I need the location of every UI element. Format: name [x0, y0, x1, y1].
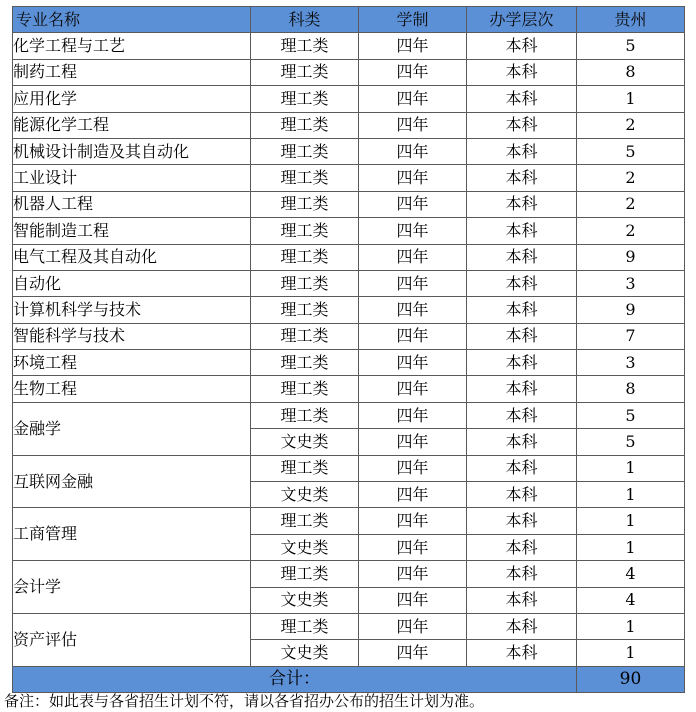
count-cell: 5	[577, 33, 685, 59]
level-cell: 本科	[467, 350, 577, 376]
duration-cell: 四年	[359, 613, 467, 639]
level-cell: 本科	[467, 534, 577, 560]
major-cell: 电气工程及其自动化	[13, 244, 251, 270]
table-row	[13, 350, 685, 376]
duration-cell: 四年	[359, 376, 467, 402]
duration-cell: 四年	[359, 323, 467, 349]
major-cell: 资产评估	[13, 613, 251, 666]
count-cell: 1	[577, 640, 685, 666]
category-cell: 理工类	[251, 138, 359, 164]
category-cell: 理工类	[251, 191, 359, 217]
major-cell: 能源化学工程	[13, 112, 251, 138]
level-cell: 本科	[467, 613, 577, 639]
table-row	[13, 376, 685, 402]
count-cell: 1	[577, 508, 685, 534]
category-cell: 理工类	[251, 270, 359, 296]
level-cell: 本科	[467, 482, 577, 508]
duration-cell: 四年	[359, 270, 467, 296]
count-cell: 9	[577, 297, 685, 323]
duration-cell: 四年	[359, 482, 467, 508]
count-cell: 5	[577, 402, 685, 428]
major-cell: 机器人工程	[13, 191, 251, 217]
total-row	[13, 666, 685, 692]
major-cell: 工商管理	[13, 508, 251, 561]
duration-cell: 四年	[359, 561, 467, 587]
category-cell: 理工类	[251, 323, 359, 349]
major-cell: 制药工程	[13, 59, 251, 85]
count-cell: 8	[577, 59, 685, 85]
count-cell: 4	[577, 587, 685, 613]
level-cell: 本科	[467, 112, 577, 138]
header-duration: 学制	[359, 7, 467, 33]
level-cell: 本科	[467, 376, 577, 402]
level-cell: 本科	[467, 270, 577, 296]
total-value: 90	[577, 666, 685, 692]
duration-cell: 四年	[359, 640, 467, 666]
category-cell: 理工类	[251, 402, 359, 428]
duration-cell: 四年	[359, 402, 467, 428]
table-row	[13, 297, 685, 323]
level-cell: 本科	[467, 561, 577, 587]
category-cell: 理工类	[251, 297, 359, 323]
count-cell: 1	[577, 534, 685, 560]
count-cell: 2	[577, 112, 685, 138]
count-cell: 3	[577, 350, 685, 376]
header-region: 贵州	[577, 7, 685, 33]
level-cell: 本科	[467, 218, 577, 244]
major-cell: 应用化学	[13, 86, 251, 112]
major-cell: 智能科学与技术	[13, 323, 251, 349]
category-cell: 文史类	[251, 482, 359, 508]
category-cell: 理工类	[251, 112, 359, 138]
level-cell: 本科	[467, 191, 577, 217]
table-row	[13, 165, 685, 191]
table-row	[13, 138, 685, 164]
category-cell: 理工类	[251, 561, 359, 587]
count-cell: 5	[577, 138, 685, 164]
level-cell: 本科	[467, 244, 577, 270]
category-cell: 理工类	[251, 165, 359, 191]
table-body	[13, 33, 685, 666]
category-cell: 理工类	[251, 218, 359, 244]
footnote: 备注：如此表与各省招生计划不符，请以各省招办公布的招生计划为准。	[4, 692, 485, 710]
major-cell: 计算机科学与技术	[13, 297, 251, 323]
major-cell: 智能制造工程	[13, 218, 251, 244]
level-cell: 本科	[467, 323, 577, 349]
major-cell: 工业设计	[13, 165, 251, 191]
category-cell: 理工类	[251, 613, 359, 639]
major-cell: 生物工程	[13, 376, 251, 402]
count-cell: 1	[577, 482, 685, 508]
count-cell: 2	[577, 165, 685, 191]
table-row	[13, 218, 685, 244]
table-row	[13, 613, 685, 639]
category-cell: 理工类	[251, 244, 359, 270]
count-cell: 5	[577, 429, 685, 455]
duration-cell: 四年	[359, 455, 467, 481]
count-cell: 4	[577, 561, 685, 587]
level-cell: 本科	[467, 587, 577, 613]
count-cell: 3	[577, 270, 685, 296]
table-row	[13, 191, 685, 217]
table-row	[13, 112, 685, 138]
table-row	[13, 508, 685, 534]
table-row	[13, 270, 685, 296]
count-cell: 9	[577, 244, 685, 270]
major-cell: 机械设计制造及其自动化	[13, 138, 251, 164]
category-cell: 理工类	[251, 86, 359, 112]
category-cell: 文史类	[251, 429, 359, 455]
duration-cell: 四年	[359, 508, 467, 534]
count-cell: 1	[577, 455, 685, 481]
table-row	[13, 244, 685, 270]
duration-cell: 四年	[359, 33, 467, 59]
major-cell: 金融学	[13, 402, 251, 455]
count-cell: 2	[577, 218, 685, 244]
level-cell: 本科	[467, 59, 577, 85]
category-cell: 理工类	[251, 59, 359, 85]
major-cell: 互联网金融	[13, 455, 251, 508]
table-row	[13, 402, 685, 428]
major-cell: 环境工程	[13, 350, 251, 376]
total-label: 合计：	[13, 666, 577, 692]
level-cell: 本科	[467, 455, 577, 481]
duration-cell: 四年	[359, 429, 467, 455]
major-cell: 会计学	[13, 561, 251, 614]
category-cell: 理工类	[251, 376, 359, 402]
level-cell: 本科	[467, 33, 577, 59]
count-cell: 1	[577, 86, 685, 112]
duration-cell: 四年	[359, 165, 467, 191]
duration-cell: 四年	[359, 86, 467, 112]
table-header-row	[13, 7, 685, 33]
category-cell: 理工类	[251, 455, 359, 481]
major-cell: 化学工程与工艺	[13, 33, 251, 59]
level-cell: 本科	[467, 138, 577, 164]
table-row	[13, 323, 685, 349]
duration-cell: 四年	[359, 534, 467, 560]
level-cell: 本科	[467, 429, 577, 455]
level-cell: 本科	[467, 165, 577, 191]
category-cell: 文史类	[251, 640, 359, 666]
category-cell: 理工类	[251, 33, 359, 59]
header-major: 专业名称	[13, 7, 251, 33]
category-cell: 理工类	[251, 350, 359, 376]
enrollment-plan-table	[12, 6, 685, 693]
category-cell: 理工类	[251, 508, 359, 534]
level-cell: 本科	[467, 640, 577, 666]
count-cell: 1	[577, 613, 685, 639]
duration-cell: 四年	[359, 297, 467, 323]
duration-cell: 四年	[359, 191, 467, 217]
count-cell: 8	[577, 376, 685, 402]
count-cell: 2	[577, 191, 685, 217]
header-level: 办学层次	[467, 7, 577, 33]
major-cell: 自动化	[13, 270, 251, 296]
table-row	[13, 455, 685, 481]
duration-cell: 四年	[359, 138, 467, 164]
table-row	[13, 33, 685, 59]
table-row	[13, 561, 685, 587]
duration-cell: 四年	[359, 350, 467, 376]
duration-cell: 四年	[359, 218, 467, 244]
duration-cell: 四年	[359, 587, 467, 613]
duration-cell: 四年	[359, 112, 467, 138]
category-cell: 文史类	[251, 587, 359, 613]
header-category: 科类	[251, 7, 359, 33]
level-cell: 本科	[467, 402, 577, 428]
table-row	[13, 86, 685, 112]
level-cell: 本科	[467, 297, 577, 323]
count-cell: 7	[577, 323, 685, 349]
category-cell: 文史类	[251, 534, 359, 560]
table-row	[13, 59, 685, 85]
level-cell: 本科	[467, 508, 577, 534]
duration-cell: 四年	[359, 244, 467, 270]
level-cell: 本科	[467, 86, 577, 112]
duration-cell: 四年	[359, 59, 467, 85]
